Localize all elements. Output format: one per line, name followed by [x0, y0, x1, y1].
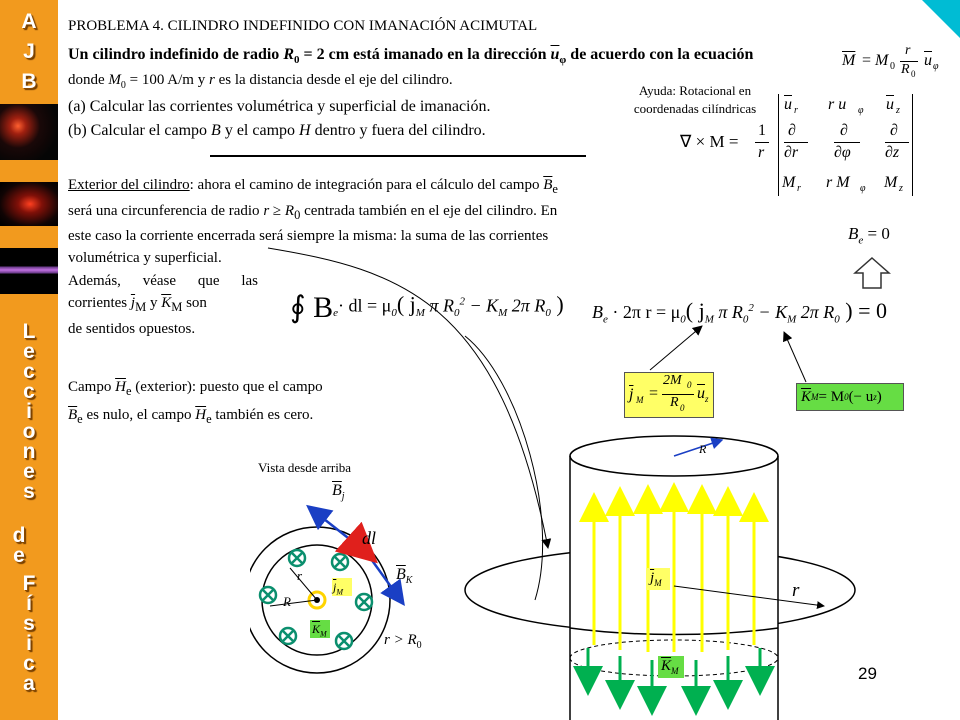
- paragraph-text: es nulo, el campo: [82, 407, 196, 423]
- sub-M: M: [787, 313, 797, 326]
- statement-text: (b) Calcular el campo: [68, 122, 212, 139]
- sidebar-letter: s: [23, 612, 35, 635]
- help-line-1: Ayuda: Rotacional en: [638, 83, 752, 98]
- exterior-line-1: [68, 175, 690, 201]
- statement-line-2: [68, 72, 453, 91]
- determinant-bar-right: [912, 94, 913, 196]
- ademas-line-3: de sentidos opuestos.: [68, 321, 196, 337]
- sidebar-photo-laser: [0, 104, 58, 160]
- var-u: $\overline{u}$: [550, 46, 560, 63]
- det-r1c2-sub: φ: [858, 105, 864, 116]
- box-jM-num: 2M: [663, 373, 682, 388]
- sub-0: 0: [293, 54, 300, 67]
- det-r2c1-den: ∂r: [784, 144, 799, 161]
- sidebar-letter: A: [21, 10, 37, 33]
- statement-text: de acuerdo con la ecuación: [566, 46, 754, 63]
- eq-M-lhs: $\overline{M}$: [842, 52, 856, 69]
- det-r2c3: ∂: [890, 122, 898, 139]
- var-K: $\overline{K}$: [801, 388, 812, 405]
- x-marker-icon: [280, 628, 296, 644]
- sub-K: K: [405, 575, 413, 587]
- det-r3c3-sub: z: [899, 183, 903, 194]
- var-B: $\overline{B}$: [543, 177, 553, 193]
- box-KM: [796, 383, 904, 411]
- var-j: $\overline{j}$: [629, 386, 634, 403]
- sidebar-letter: d: [12, 524, 26, 547]
- statement-part-a: (a) Calcular las corrientes volumétrica y superficial de imanación.: [68, 98, 491, 115]
- det-r1c3-sub: z: [896, 105, 900, 116]
- det-r3c2-sub: φ: [860, 183, 866, 194]
- var-B: B: [592, 302, 603, 322]
- var-H: $\overline{H}$: [195, 407, 207, 423]
- det-r1c1-sub: r: [794, 105, 798, 116]
- sidebar-letter: a: [23, 672, 35, 695]
- campo-h-line-2: [68, 403, 323, 431]
- eq-text: π R: [424, 295, 454, 316]
- sub-phi: φ: [559, 54, 567, 67]
- eq-paren: ) = 0: [839, 298, 887, 323]
- label-r: r: [297, 568, 303, 583]
- integral-symbol: ∮ B: [290, 291, 334, 324]
- top-view-caption: Vista desde arriba: [258, 460, 352, 475]
- var-R: R: [284, 202, 295, 219]
- campo-h-paragraph: [68, 375, 323, 431]
- var-H: H: [299, 122, 311, 139]
- var-R: R: [283, 46, 294, 63]
- det-r1c3: $\overline{u}$: [886, 96, 894, 113]
- help-line-2: coordenadas cilíndricas: [633, 101, 757, 116]
- sidebar-letter: i: [26, 400, 32, 423]
- x-marker-icon: [289, 550, 305, 566]
- statement-text: y el campo: [220, 122, 300, 139]
- eq-M-u-sub: φ: [933, 61, 939, 72]
- eq-text: 2π R: [796, 302, 835, 322]
- statement-part-b: [68, 122, 486, 140]
- var-j: $\overline{j}$: [130, 295, 136, 311]
- paragraph-text: corrientes: [68, 295, 131, 311]
- label-R: R: [283, 594, 291, 609]
- det-r3c3: M: [884, 174, 898, 191]
- det-r3c2: r M: [826, 174, 850, 191]
- sub-M: M: [171, 300, 183, 314]
- label-Bj: [332, 482, 345, 502]
- det-r3c1: M: [782, 174, 796, 191]
- statement-line-1: [68, 46, 753, 66]
- eq-text: − K: [753, 302, 788, 322]
- var-r: r: [263, 202, 270, 219]
- eq-text: · 2π r = μ: [607, 302, 681, 322]
- paragraph-text: Campo: [68, 379, 116, 395]
- sub-e: e: [552, 182, 558, 196]
- sidebar-letter: F: [22, 572, 36, 595]
- corner-decoration: [922, 0, 960, 38]
- label-jM: [333, 580, 343, 596]
- exterior-line-2: [68, 201, 690, 227]
- sub-0: 0: [453, 307, 460, 320]
- ademas-line-2: [68, 292, 258, 318]
- var-j: $\overline{j}$: [650, 570, 655, 586]
- sub-e: e: [206, 412, 212, 426]
- eq-paren: ( j: [685, 298, 705, 323]
- up-arrow-icon: [852, 256, 892, 290]
- sidebar-letter: c: [23, 360, 35, 383]
- paragraph-text: también es cero.: [211, 407, 314, 423]
- sub-M: M: [636, 395, 644, 405]
- var-M: M: [108, 72, 121, 88]
- sub-z: z: [873, 392, 877, 402]
- sub-e: e: [125, 384, 132, 398]
- sidebar-photo-spectrum: [0, 248, 58, 294]
- sub-0: 0: [742, 313, 749, 326]
- curl-formula: [680, 94, 920, 198]
- sub-0: 0: [680, 313, 686, 326]
- curl-frac-den: r: [758, 144, 765, 161]
- sub-M: M: [320, 629, 327, 639]
- statement-text: = 2 cm está imanado en la dirección: [299, 46, 551, 63]
- eq-M-M0: M: [875, 52, 889, 69]
- equation-circulation: [290, 290, 564, 340]
- exterior-line-3: este caso la corriente encerrada será siempre la misma: la suma de las corrientes: [68, 228, 549, 244]
- sub-0: 0: [680, 403, 685, 413]
- sidebar-photo-glow: [0, 182, 58, 226]
- curl-lhs: ∇ × M =: [680, 132, 739, 151]
- x-marker-icon: [336, 633, 352, 649]
- eq-text: 2π R: [507, 295, 546, 316]
- sidebar-letter: J: [23, 40, 35, 63]
- sidebar-letter: s: [23, 480, 35, 503]
- det-r1c2: r u: [828, 96, 847, 113]
- eq-text: − K: [464, 295, 499, 316]
- sub-0: 0: [545, 307, 551, 320]
- campo-h-line-1: [68, 375, 323, 403]
- eq-equals: =: [649, 385, 659, 402]
- eq-text: π R: [713, 302, 743, 322]
- cyl-label-jM: [650, 570, 662, 588]
- sub-M: M: [654, 578, 662, 588]
- sidebar-letter: e: [13, 544, 25, 567]
- box-jM-den: R: [670, 395, 679, 410]
- exterior-heading: Exterior del cilindro: [68, 177, 190, 193]
- eq-text: (− u: [848, 388, 874, 405]
- var-r: r: [208, 72, 215, 88]
- sidebar-letter: e: [23, 340, 35, 363]
- sub-0: 0: [844, 392, 849, 402]
- sub-0: 0: [687, 380, 692, 390]
- eq-M-equals: =: [862, 52, 872, 69]
- exterior-paragraph: [68, 175, 690, 269]
- sub-M: M: [671, 666, 679, 676]
- eq-text: ): [876, 388, 882, 405]
- eq-text: = M: [818, 388, 845, 405]
- ademas-paragraph: [68, 270, 258, 340]
- cyl-label-R: R: [699, 442, 707, 456]
- cyl-label-KM: [661, 658, 679, 676]
- eq-M-den: R: [901, 62, 910, 77]
- arrow-jM-to-equation: [650, 326, 702, 370]
- sub-0: 0: [416, 640, 422, 651]
- equation-M: [842, 44, 958, 84]
- det-r3c1-sub: r: [797, 183, 801, 194]
- statement-text: es la distancia desde el eje del cilindro.: [214, 72, 453, 88]
- sub-M: M: [498, 307, 508, 320]
- var-j: $\overline{j}$: [333, 580, 337, 594]
- fraction-bar: [784, 142, 808, 143]
- condition-text: r > R: [384, 632, 417, 648]
- sub-0: 0: [834, 313, 840, 326]
- var-B: B: [211, 122, 221, 139]
- sub-e: e: [333, 307, 339, 320]
- sidebar-letter: n: [22, 440, 36, 463]
- var-K: $\overline{K}$: [661, 658, 672, 674]
- det-r2c2: ∂: [840, 122, 848, 139]
- sup-2: 2: [748, 302, 754, 314]
- sub-M: M: [336, 587, 344, 597]
- paragraph-text: : ahora el camino de integración para el cálculo del campo: [189, 177, 544, 193]
- sub-e: e: [858, 234, 864, 247]
- sidebar-letter: c: [23, 652, 35, 675]
- paragraph-text: será una circunferencia de radio: [68, 202, 264, 219]
- curl-frac-num: 1: [758, 122, 766, 139]
- eq-rhs: = 0: [863, 224, 890, 243]
- statement-text: = 100 A/m y: [125, 72, 209, 88]
- det-r2c2-den: ∂φ: [834, 144, 851, 161]
- eq-paren: ( j: [396, 291, 416, 317]
- sidebar-letter: i: [26, 632, 32, 655]
- sub-0: 0: [391, 307, 397, 320]
- sub-j: j: [341, 491, 345, 503]
- statement-text: Un cilindro indefinido de radio: [68, 46, 284, 63]
- var-B: $\overline{B}$: [332, 482, 342, 499]
- sub-M: M: [135, 300, 147, 314]
- separator-line: [210, 155, 586, 157]
- label-KM: [312, 622, 327, 638]
- fraction-bar: [755, 142, 769, 143]
- sidebar-letter: o: [22, 420, 36, 443]
- x-marker-icon: [356, 594, 372, 610]
- sidebar-letter: B: [21, 70, 37, 93]
- label-condition: [384, 632, 422, 651]
- page-title: PROBLEMA 4. CILINDRO INDEFINIDO CON IMANACIÓN ACIMUTAL: [68, 18, 538, 34]
- eq-M-u: $\overline{u}$: [924, 52, 932, 69]
- det-r2c3-den: ∂z: [885, 144, 900, 161]
- paragraph-text: (exterior): puesto que el campo: [131, 379, 323, 395]
- cyl-label-r: r: [792, 580, 800, 601]
- paragraph-text: ≥: [269, 202, 285, 219]
- det-r1c1: $\overline{u}$: [784, 96, 792, 113]
- sub-M: M: [415, 307, 425, 320]
- sub-M: M: [811, 392, 819, 402]
- eq-text: · dl = μ: [338, 295, 392, 316]
- statement-text: dentro y fuera del cilindro.: [310, 122, 486, 139]
- var-H: $\overline{H}$: [115, 379, 126, 395]
- var-u: $\overline{u}$: [697, 385, 705, 402]
- det-r2c1: ∂: [788, 122, 796, 139]
- var-B: $\overline{B}$: [68, 407, 78, 423]
- label-dl: dl: [362, 528, 377, 548]
- sidebar-letter: c: [23, 380, 35, 403]
- exterior-line-4: volumétrica y superficial.: [68, 249, 222, 266]
- var-B: B: [848, 224, 859, 243]
- var-K: $\overline{K}$: [161, 295, 172, 311]
- eq-M-den-sub: 0: [911, 69, 916, 79]
- x-marker-icon: [260, 587, 276, 603]
- equation-Be-zero: [848, 224, 890, 246]
- page-number: 29: [858, 664, 877, 683]
- sub-z: z: [705, 394, 709, 404]
- sub-e: e: [77, 412, 83, 426]
- radius-r-line: [290, 568, 317, 600]
- var-B: $\overline{B}$: [396, 566, 406, 583]
- sub-0: 0: [294, 207, 301, 222]
- sidebar: [0, 0, 58, 720]
- paragraph-text: son: [182, 295, 207, 311]
- x-marker-icon: [332, 554, 348, 570]
- eq-M-M0-sub: 0: [890, 61, 895, 72]
- fraction-bar: [885, 142, 909, 143]
- eq-M-num: r: [905, 43, 911, 58]
- sidebar-letter: L: [22, 320, 36, 343]
- fraction-bar: [834, 142, 860, 143]
- label-BK: [396, 566, 412, 586]
- statement-text: donde: [68, 72, 109, 88]
- sidebar-letter: e: [23, 460, 35, 483]
- eq-paren: ): [550, 291, 564, 317]
- paragraph-text: centrada también en el eje del cilindro. En: [300, 202, 558, 219]
- determinant-bar-left: [778, 94, 779, 196]
- var-K: $\overline{K}$: [312, 622, 321, 636]
- sub-e: e: [603, 313, 608, 326]
- equation-line: [592, 298, 887, 326]
- sub-0: 0: [120, 80, 126, 91]
- ademas-line-1: Además, véase que las: [68, 273, 258, 289]
- paragraph-text: y: [146, 295, 162, 311]
- sub-M: M: [704, 313, 714, 326]
- arrow-KM-to-equation: [784, 332, 806, 382]
- box-jM: [624, 372, 714, 418]
- sidebar-letter: í: [26, 592, 32, 615]
- sup-2: 2: [459, 295, 465, 308]
